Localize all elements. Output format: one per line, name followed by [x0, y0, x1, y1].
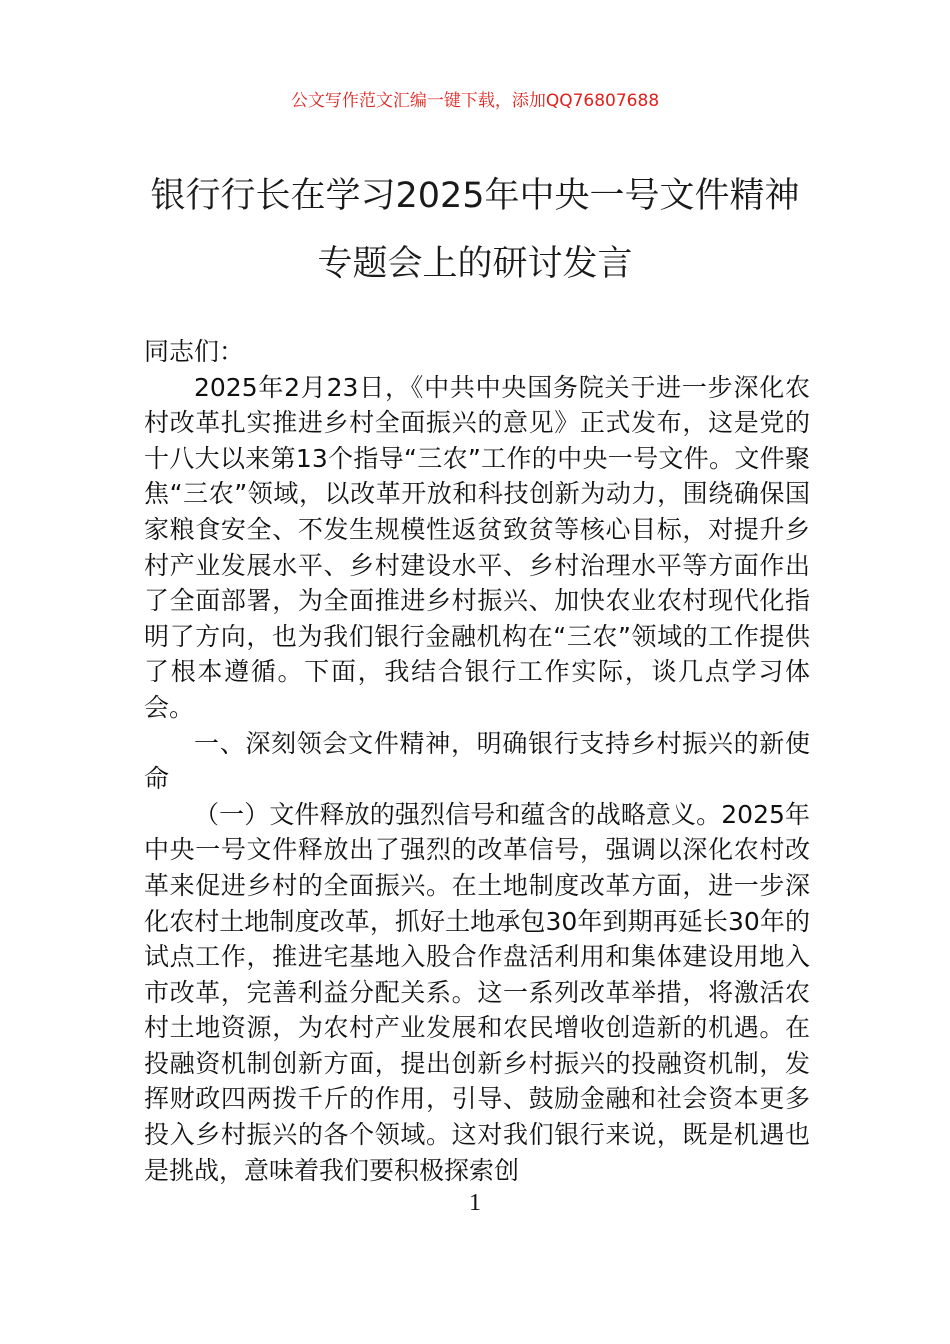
document-body	[144, 334, 810, 1188]
salutation: 同志们：	[144, 337, 245, 366]
document-title-line-2: 专题会上的研讨发言	[317, 244, 633, 284]
paragraph-subsection-1: （一）文件释放的强烈信号和蕴含的战略意义。2025年中央一号文件释放出了强烈的改革信号，强调以深化农村改革来促进乡村的全面振兴。在土地制度改革方面，进一步深化农村土地制度改革，抓好土地承包30年到期再延长30年的试点工作，推进宅基地入股合作盘活利用和集体建设用地入市改革，完善利益分配关系。这一系列改革举措，将激活农村土地资源，为农村产业发展和农民增收创造新的机遇。在投融资机制创新方面，提出创新乡村振兴的投融资机制，发挥财政四两拨千斤的作用，引导、鼓励金融和社会资本更多投入乡村振兴的各个领域。这对我们银行来说，既是机遇也是挑战，意味着我们要积极探索创	[144, 799, 810, 1185]
section-heading-1: 一、深刻领会文件精神，明确银行支持乡村振兴的新使命	[144, 728, 810, 794]
header-download-note: 公文写作范文汇编一键下载，添加QQ76807688	[290, 91, 660, 111]
document-title-line-1: 银行行长在学习2025年中央一号文件精神	[150, 176, 800, 216]
paragraph-intro: 2025年2月23日，《中共中央国务院关于进一步深化农村改革扎实推进乡村全面振兴的意见》正式发布，这是党的十八大以来第13个指导“三农”工作的中央一号文件。文件聚焦“三农”领域，以改革开放和科技创新为动力，围绕确保国家粮食安全、不发生规模性返贫致贫等核心目标，对提升乡村产业发展水平、乡村建设水平、乡村治理水平等方面作出了全面部署，为全面推进乡村振兴、加快农业农村现代化指明了方向，也为我们银行金融机构在“三农”领域的工作提供了根本遵循。下面，我结合银行工作实际，谈几点学习体会。	[144, 372, 810, 722]
page-number: 1	[469, 1190, 481, 1216]
